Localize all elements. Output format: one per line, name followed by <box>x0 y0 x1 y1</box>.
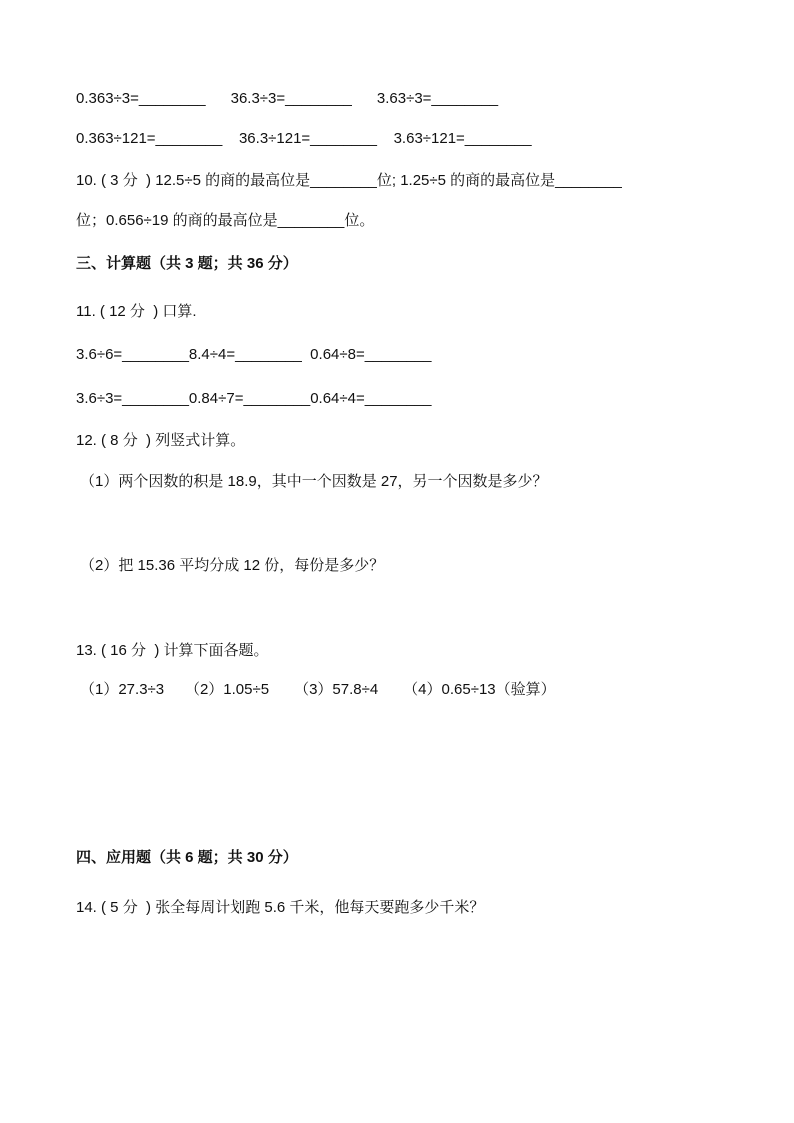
q14-title: 14. ( 5 分 ) 张全每周计划跑 5.6 千米，他每天要跑多少千米？ <box>76 899 485 916</box>
q13-items: （1）27.3÷3 （2）1.05÷5 （3）57.8÷4 （4）0.65÷13（验算） <box>80 681 556 698</box>
q9-row-2: 0.363÷121=________ 36.3÷121=________ 3.63÷121=________ <box>76 130 532 147</box>
q11-title: 11. ( 12 分 ) 口算. <box>76 303 197 320</box>
q11-row-1: 3.6÷6=________8.4÷4=________ 0.64÷8=________ <box>76 346 432 363</box>
section-3-heading: 三、计算题（共 3 题；共 36 分） <box>76 255 298 272</box>
section-4-heading: 四、应用题（共 6 题；共 30 分） <box>76 849 298 866</box>
q12-part-2: （2）把 15.36 平均分成 12 份，每份是多少？ <box>80 557 385 574</box>
q12-part-1: （1）两个因数的积是 18.9，其中一个因数是 27，另一个因数是多少？ <box>80 473 548 490</box>
q10-line-2: 位；0.656÷19 的商的最高位是________位。 <box>76 212 375 229</box>
q9-row-1: 0.363÷3=________ 36.3÷3=________ 3.63÷3=________ <box>76 90 499 107</box>
q12-title: 12. ( 8 分 ) 列竖式计算。 <box>76 432 246 449</box>
q11-row-2: 3.6÷3=________0.84÷7=________0.64÷4=________ <box>76 390 432 407</box>
q13-title: 13. ( 16 分 ) 计算下面各题。 <box>76 642 269 659</box>
q10-line-1: 10. ( 3 分 ) 12.5÷5 的商的最高位是________位; 1.25÷5 的商的最高位是________ <box>76 172 622 189</box>
